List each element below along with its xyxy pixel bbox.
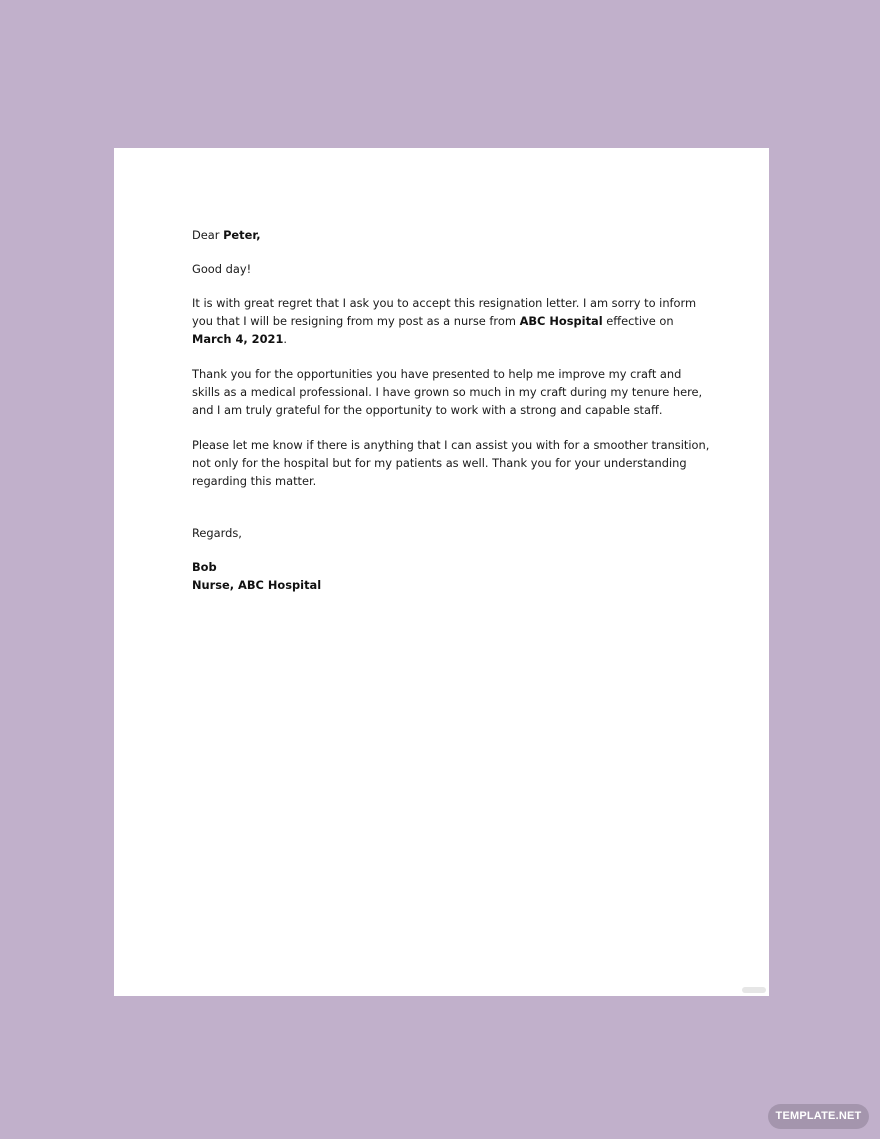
effective-date: March 4, 2021 [192,332,284,346]
closing: Regards, [192,526,242,540]
page-watermark-mark [742,987,766,993]
paragraph-transition: Please let me know if there is anything that I can assist you with for a smoother transition, not only for the hospital but for my patients as well. Thank you for your understanding regarding this matter. [192,438,710,488]
paragraph1-text-c: . [283,332,288,346]
signature-title: Nurse, ABC Hospital [192,578,322,592]
paragraph-resignation [192,294,712,348]
paragraph1-text-a: It is with great regret that I ask you to accept this resignation letter. I am sorry to inform you that I will be resigning from my post as a nurse from [192,296,697,328]
letter-body [192,226,712,594]
signature-name: Bob [192,560,217,574]
signature-block [192,558,712,594]
template-net-badge[interactable]: TEMPLATE.NET [768,1104,869,1129]
recipient-name: Peter, [223,228,261,242]
paragraph-thanks: Thank you for the opportunities you have presented to help me improve my craft and skills as a medical professional. I have grown so much in my craft during my tenure here, and I am truly grateful for the opportunity to work with a strong and capable staff. [192,367,703,417]
salutation [192,226,712,244]
paragraph1-text-b: effective on [602,314,674,328]
letter-page [114,148,769,996]
salutation-prefix: Dear [192,228,224,242]
greeting: Good day! [192,262,252,276]
hospital-name: ABC Hospital [519,314,603,328]
